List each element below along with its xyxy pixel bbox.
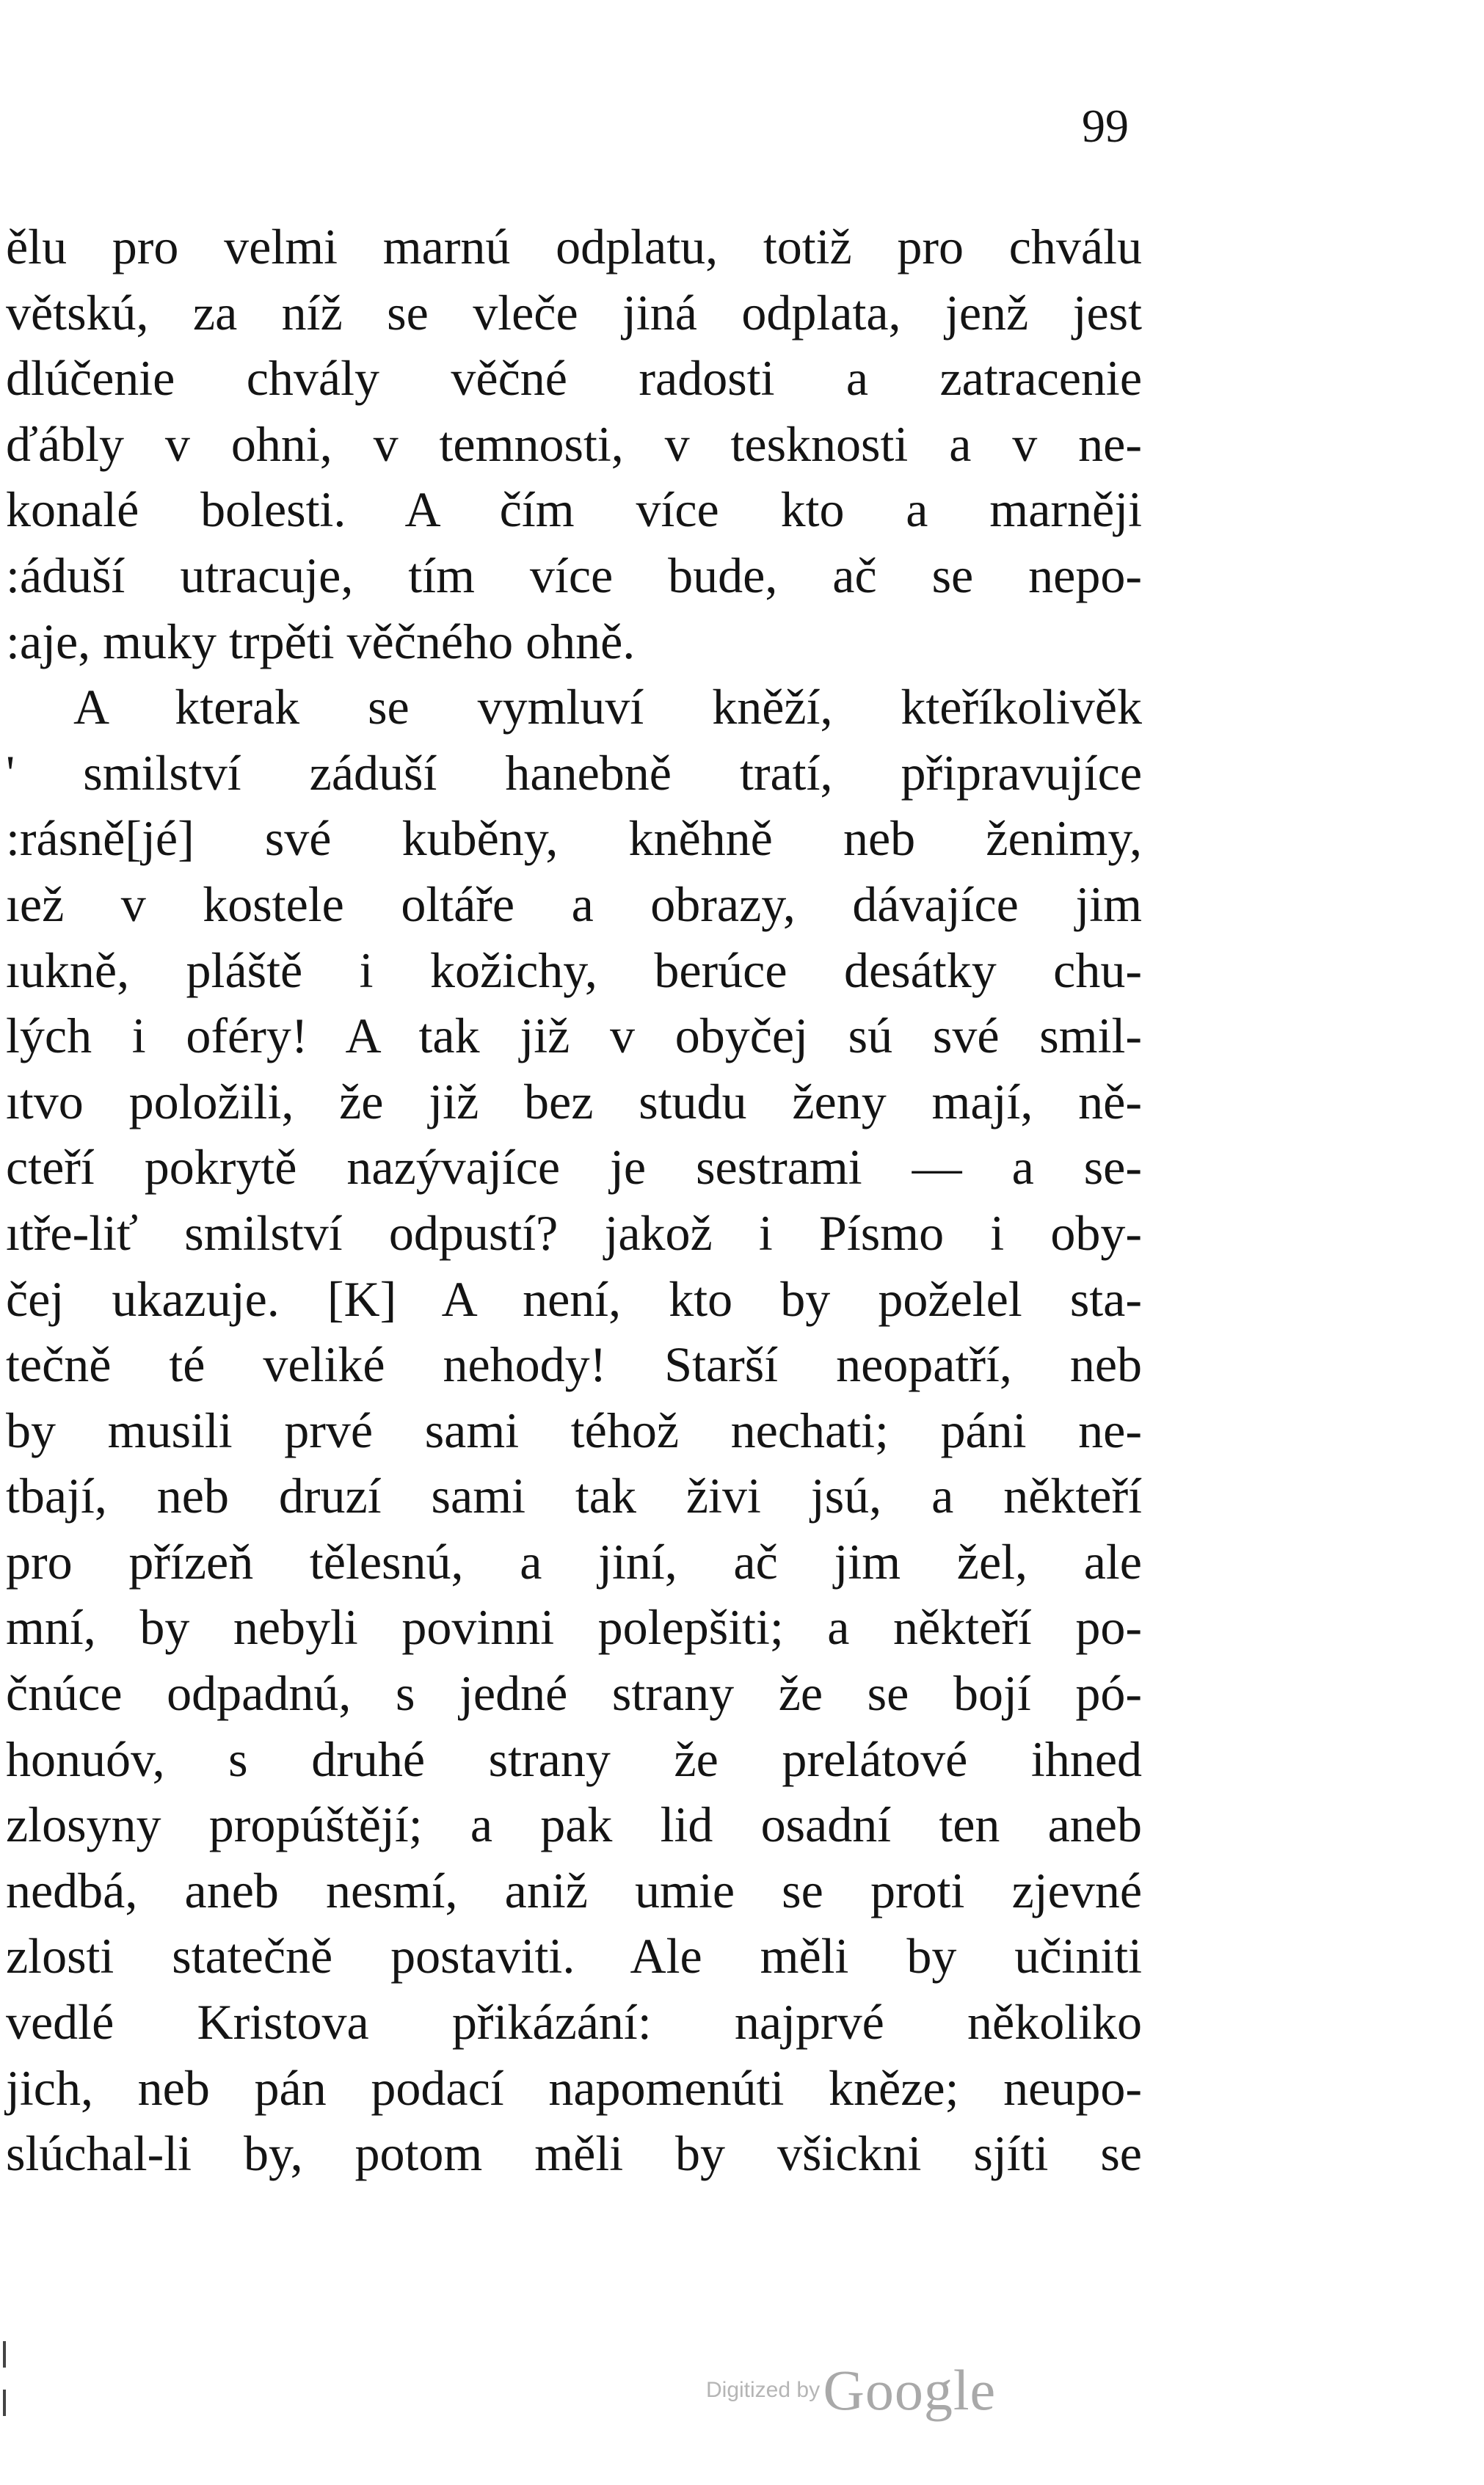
text-line: větskú, za níž se vleče jiná odplata, jenž jest <box>6 284 1142 341</box>
text-line: :rásně[jé] své kuběny, kněhně neb ženimy, <box>6 810 1142 867</box>
text-line: konalé bolesti. A čím více kto a marněji <box>6 481 1142 538</box>
digitization-watermark <box>706 2357 996 2423</box>
scan-edge-mark <box>3 2341 6 2368</box>
text-line: by musili prvé sami téhož nechati; páni ne- <box>6 1402 1142 1458</box>
text-line: čnúce odpadnú, s jedné strany že se bojí pó- <box>6 1665 1142 1722</box>
text-line: zlosti statečně postaviti. Ale měli by učiniti <box>6 1928 1142 1984</box>
text-line: cteří pokrytě nazývajíce je sestrami — a se- <box>6 1139 1142 1196</box>
text-line: ıež v kostele oltáře a obrazy, dávajíce jim <box>6 876 1142 932</box>
text-line: ıtvo položili, že již bez studu ženy mají, ně- <box>6 1073 1142 1129</box>
text-line: dlúčenie chvály věčné radosti a zatracenie <box>6 350 1142 407</box>
text-line: slúchal-li by, potom měli by všickni sjíti se <box>6 2125 1142 2182</box>
text-line: ělu pro velmi marnú odplatu, totiž pro chválu <box>6 219 1142 274</box>
text-line: ďábly v ohni, v temnosti, v tesknosti a v ne- <box>6 415 1142 472</box>
text-line: zlosyny propúštějí; a pak lid osadní ten aneb <box>6 1797 1142 1853</box>
watermark-prefix: Digitized by <box>706 2378 821 2402</box>
text-line: vedlé Kristova přikázání: najprvé několiko <box>6 1994 1142 2051</box>
paragraph-start-line: A kterak se vymluví kněží, kteříkolivěk <box>73 679 1142 735</box>
text-line: tečně té veliké nehody! Starší neopatří, neb <box>6 1336 1142 1393</box>
text-line: ' smilství záduší hanebně tratí, připravujíce <box>6 744 1142 801</box>
text-line: čej ukazuje. [K] A není, kto by poželel sta- <box>6 1270 1142 1327</box>
body-text <box>6 214 1142 2187</box>
text-line: tbají, neb druzí sami tak živi jsú, a někteří <box>6 1468 1142 1524</box>
page-number: 99 <box>1082 100 1129 152</box>
google-logo: Google <box>823 2358 997 2422</box>
text-line: pro přízeň tělesnú, a jiní, ač jim žel, ale <box>6 1533 1142 1590</box>
text-line: ıukně, pláště i kožichy, berúce desátky chu- <box>6 942 1142 998</box>
text-line: lých i oféry! A tak již v obyčej sú své smil- <box>6 1008 1142 1064</box>
text-line: :áduší utracuje, tím více bude, ač se nepo- <box>6 547 1142 603</box>
text-line: ıtře-liť smilství odpustí? jakož i Písmo i oby- <box>6 1204 1142 1261</box>
text-line: honuóv, s druhé strany že prelátové ihned <box>6 1731 1142 1787</box>
text-line: jich, neb pán podací napomenúti kněze; neupo- <box>6 2059 1142 2116</box>
text-line: :aje, muky trpěti věčného ohně. <box>6 613 636 669</box>
text-line: nedbá, aneb nesmí, aniž umie se proti zjevné <box>6 1862 1142 1918</box>
text-line: mní, by nebyli povinni polepšiti; a někteří po- <box>6 1599 1142 1656</box>
scan-edge-marks <box>3 2341 7 2422</box>
scan-edge-mark <box>3 2390 6 2416</box>
